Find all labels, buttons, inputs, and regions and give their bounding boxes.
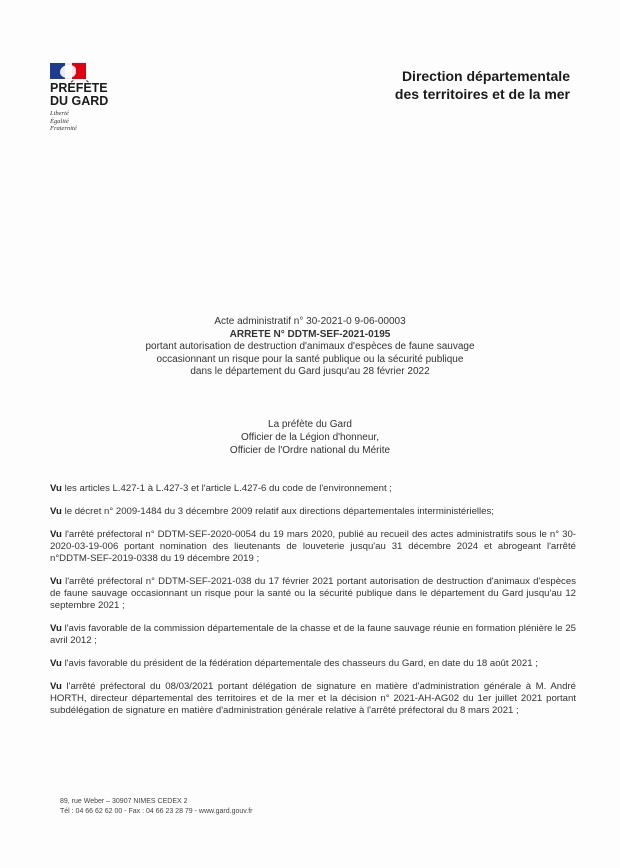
direction-heading xyxy=(310,67,570,103)
prefecture-name xyxy=(50,82,140,108)
title-line-3: dans le département du Gard jusqu'au 28 février 2022 xyxy=(190,366,430,377)
vu-text: l'arrêté préfectoral n° DDTM-SEF-2020-0054 du 19 mars 2020, publié au recueil des actes administratifs sous le n° 30-2020-03-19-006 portant nomination des lieutenants de louveterie jusqu'au 31 décembre 2024 et abrogeant l'arrêté n°DDTM-SEF-2019-0338 du 19 décembre 2019 ; xyxy=(50,528,576,564)
title-line-2: occasionnant un risque pour la santé publique ou la sécurité publique xyxy=(156,353,464,365)
arrete-number: ARRETE N° DDTM-SEF-2021-0195 xyxy=(229,328,391,340)
motto-liberte: Liberté xyxy=(50,110,69,117)
vu-label: Vu xyxy=(50,623,62,634)
vu-text: le décret n° 2009-1484 du 3 décembre 2009 relatif aux directions départementales interministérielles; xyxy=(61,505,494,517)
decree-title-block xyxy=(90,316,530,379)
signer-block xyxy=(180,418,440,457)
vu-label: Vu xyxy=(50,575,62,587)
motto-fraternite: Fraternité xyxy=(50,125,77,132)
title-line-1: portant autorisation de destruction d'animaux d'espèces de faune sauvage xyxy=(145,341,475,352)
vu-text: l'arrêté préfectoral du 08/03/2021 portant délégation de signature en matière d'administration générale à M. André HORTH, directeur départemental des territoires et de la mer et la décision n° 2021-AH-AG02 du 1er juillet 2021 portant subdélégation de signature en matière d'administration générale relative à l'arrêté préfectoral du 8 mars 2021 ; xyxy=(50,680,576,717)
signer-line-3: Officier de l'Ordre national du Mérite xyxy=(229,445,391,456)
vu-label: Vu xyxy=(50,505,62,517)
vu-text: les articles L.427-1 à L.427-3 et l'article L.427-6 du code de l'environnement ; xyxy=(61,483,392,494)
direction-line1: Direction départementale xyxy=(401,68,570,84)
vu-text: l'arrêté préfectoral n° DDTM-SEF-2021-038 du 17 février 2021 portant autorisation de destruction d'animaux d'espèces de faune sauvage occasionnant un risque pour la santé ou la sécurité publique dans le département du Gard jusqu'au 12 septembre 2021 ; xyxy=(50,575,576,612)
vu-text: l'avis favorable de la commission départementale de la chasse et de la faune sauvage réunie en formation plénière le 25 avril 2012 ; xyxy=(50,623,576,647)
vu-paragraph xyxy=(50,576,576,613)
footer-phone-fax-web: Tél : 04 66 62 62 00 - Fax : 04 66 23 28 79 - www.gard.gouv.fr xyxy=(60,807,253,815)
vu-label: Vu xyxy=(50,680,62,692)
prefecture-name-line2: DU GARD xyxy=(50,94,109,108)
vu-label: Vu xyxy=(50,483,62,494)
signer-line-1: La préfète du Gard xyxy=(268,419,352,430)
motto-egalite: Égalité xyxy=(50,117,69,125)
prefecture-name-line1: PRÉFÈTE xyxy=(50,81,108,95)
vu-text: l'avis favorable du président de la fédération départementale des chasseurs du Gard, en date du 18 août 2021 ; xyxy=(61,658,538,669)
vu-list xyxy=(50,483,576,728)
acte-number: Acte administratif n° 30-2021-0 9-06-00003 xyxy=(214,316,406,327)
vu-paragraph xyxy=(50,529,576,566)
vu-paragraph xyxy=(50,506,576,518)
vu-label: Vu xyxy=(50,658,62,669)
vu-paragraph xyxy=(50,623,576,647)
footer-address: 89, rue Weber – 30907 NIMES CEDEX 2 xyxy=(60,798,188,805)
marianne-logo-icon xyxy=(50,63,86,79)
republic-motto xyxy=(50,110,140,133)
prefecture-logo xyxy=(50,63,140,133)
direction-line2: des territoires et de la mer xyxy=(394,86,570,102)
vu-label: Vu xyxy=(50,528,62,540)
vu-paragraph xyxy=(50,483,576,495)
signer-line-2: Officier de la Légion d'honneur, xyxy=(241,432,379,443)
footer-contact xyxy=(60,797,380,816)
vu-paragraph xyxy=(50,658,576,670)
vu-paragraph xyxy=(50,681,576,718)
